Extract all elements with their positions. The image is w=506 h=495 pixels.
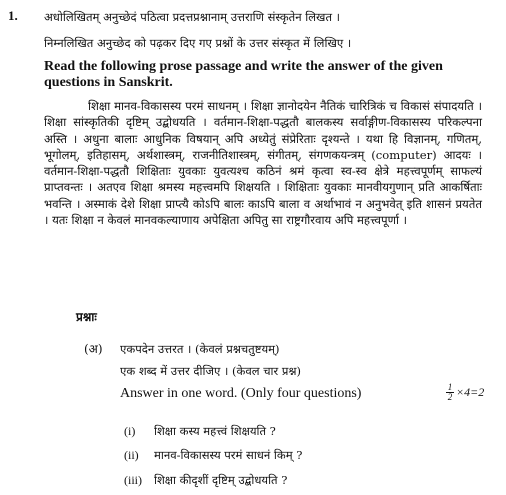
sub-question — [124, 448, 302, 462]
sub-question — [124, 473, 287, 487]
instruction-sanskrit: अधोलिखितम् अनुच्छेदं पठित्वा प्रदत्तप्रश्नानाम् उत्तराणि संस्कृतेन लिखत । — [44, 10, 341, 24]
part-a-instruction-hindi: एक शब्द में उत्तर दीजिए । (केवल चार प्रश्न) — [120, 364, 301, 378]
passage-text: शिक्षा मानव-विकासस्य परमं साधनम् । शिक्षा ज्ञानोदयेन नैतिकं चारित्रिकं च विकासं संपादयति । शिक्षा सांस्कृतिकी दृष्टिम् उद्बोधयति । वर्तमान-शिक्षा-पद्धतौ बालकस्य सर्वाङ्गीण-विकासस्य परिकल्पना अस्ति । अधुना बालाः आधुनिक विषयान् अपि अध्येतुं संप्रेरिताः दृश्यन्ते । यथा हि विज्ञानम्, गणितम्, भूगोलम्, इतिहासम्, अर्थशास्त्रम्, राजनीतिशास्त्रम्, संगीतम्, संगणकयन्त्रम् (computer) आदयः । वर्तमान-शिक्षा-पद्धतौ शिक्षिताः युवकाः युवत्यश्च कठिनं श्रमं कृत्वा स्व-स्व क्षेत्रे महत्त्वपूर्णम् साफल्यं प्राप्तवन्तः । अतएव शिक्षा श्रमस्य महत्त्वमपि शिक्षयति । शिक्षिताः युवकाः मानवीयगुणान् प्रति आकर्षिताः भवन्ति । अस्माकं देशे शिक्षा प्राप्त्यै कोऽपि बालः काऽपि बाला व अर्थाभावं न अनुभवेत् इति शासनं प्रयतेत । यतः शिक्षा न केवलं मानवकल्याणाय अपेक्षिता अपितु सा राष्ट्रगौरवाय अपि महत्त्वपूर्णा । — [44, 99, 482, 228]
question-number: 1. — [8, 8, 18, 23]
part-a-label: (अ) — [84, 342, 103, 356]
marks-allocation — [446, 383, 484, 402]
marks-fraction — [446, 383, 454, 402]
sub-question — [124, 424, 276, 438]
instruction-hindi: निम्नलिखित अनुच्छेद को पढ़कर दिए गए प्रश्नों के उत्तर संस्कृत में लिखिए । — [44, 36, 352, 50]
sub-question-text: शिक्षा कीदृशीं दृष्टिम् उद्बोधयति ? — [154, 473, 288, 487]
instruction-english-line-2: questions in Sanskrit. — [44, 75, 173, 90]
part-a-instruction-sanskrit: एकपदेन उत्तरत । (केवलं प्रश्नचतुष्टयम्) — [120, 342, 280, 356]
part-a-instruction-english: Answer in one word. (Only four questions) — [120, 386, 362, 401]
sub-question-number: (i) — [124, 424, 136, 438]
sub-question-text: मानव-विकासस्य परमं साधनं किम् ? — [154, 448, 303, 462]
sub-question-number: (ii) — [124, 448, 139, 462]
marks-multiplier: ×4=2 — [456, 385, 485, 399]
prose-passage — [44, 98, 482, 228]
questions-heading: प्रश्नाः — [76, 310, 97, 324]
instruction-english-line-1: Read the following prose passage and write the answer of the given — [44, 59, 443, 74]
marks-numerator: 1 — [447, 382, 453, 392]
marks-denominator: 2 — [447, 392, 453, 402]
sub-question-text: शिक्षा कस्य महत्त्वं शिक्षयति ? — [154, 424, 276, 438]
sub-question-number: (iii) — [124, 473, 142, 487]
